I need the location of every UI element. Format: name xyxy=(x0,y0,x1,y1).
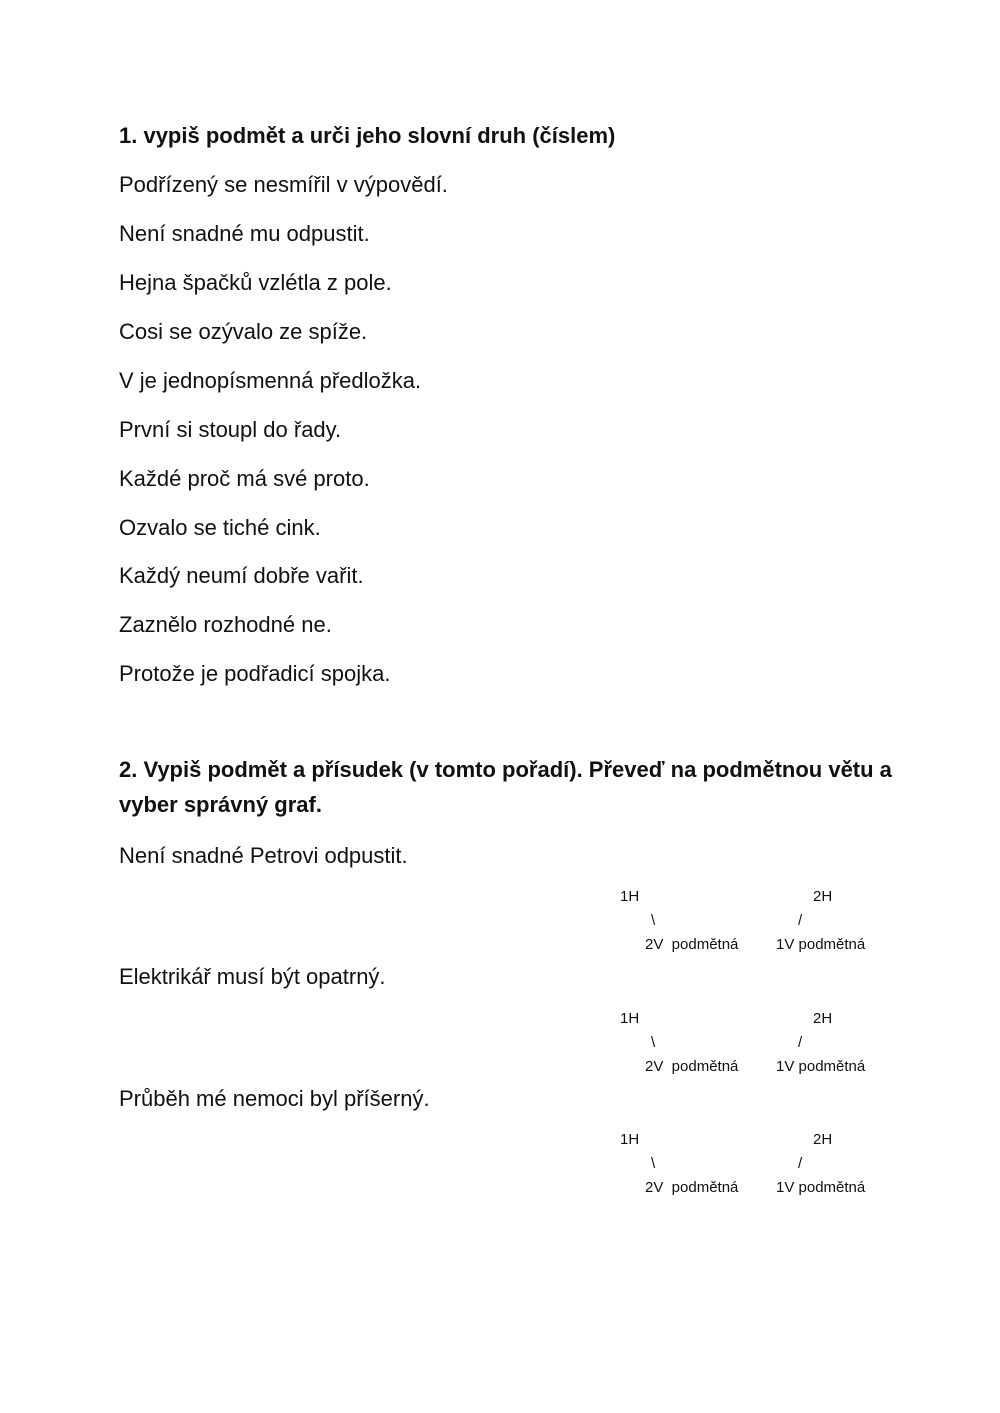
graph-right-connector: / xyxy=(798,1155,803,1172)
task2-sentence: Průběh mé nemoci byl příšerný. xyxy=(119,1086,430,1111)
graph-subject-clause-right: 1V podmětná xyxy=(776,936,866,953)
task1-sentence: Každý neumí dobře vařit. xyxy=(119,563,364,588)
graph-subject-clause-left: 2V podmětná xyxy=(645,1058,739,1075)
task1-sentence: Ozvalo se tiché cink. xyxy=(119,515,321,540)
graph-main-clause-1: 1H xyxy=(620,888,640,905)
graph-left-connector: \ xyxy=(651,912,656,929)
task1-sentence: Podřízený se nesmířil v výpovědí. xyxy=(119,172,448,197)
graph-subject-clause-left: 2V podmětná xyxy=(645,936,739,953)
task1-sentence: Každé proč má své proto. xyxy=(119,466,370,491)
task2-sentence: Elektrikář musí být opatrný. xyxy=(119,964,386,989)
task2-sentence: Není snadné Petrovi odpustit. xyxy=(119,843,408,868)
graph-right-connector: / xyxy=(798,912,803,929)
task1-sentence: První si stoupl do řady. xyxy=(119,417,342,442)
sentence-graph xyxy=(620,1131,900,1206)
graph-subject-clause-right: 1V podmětná xyxy=(776,1179,866,1196)
graph-main-clause-2: 2H xyxy=(813,1010,833,1027)
graph-main-clause-2: 2H xyxy=(813,1131,833,1148)
sentence-graph xyxy=(620,1010,900,1085)
task1-sentence: Zaznělo rozhodné ne. xyxy=(119,612,332,637)
graph-right-connector: / xyxy=(798,1034,803,1051)
task2-heading: 2. Vypiš podmět a přísudek (v tomto pořadí). Převeď na podmětnou větu a vyber správný graf. xyxy=(119,757,892,817)
task1-sentence: Hejna špačků vzlétla z pole. xyxy=(119,270,392,295)
graph-main-clause-1: 1H xyxy=(620,1010,640,1027)
sentence-graph xyxy=(620,888,900,963)
graph-main-clause-2: 2H xyxy=(813,888,833,905)
task1-sentence: Není snadné mu odpustit. xyxy=(119,221,370,246)
graph-main-clause-1: 1H xyxy=(620,1131,640,1148)
task1-sentence: V je jednopísmenná předložka. xyxy=(119,368,422,393)
task1-sentence: Cosi se ozývalo ze spíže. xyxy=(119,319,368,344)
graph-left-connector: \ xyxy=(651,1034,656,1051)
task1-sentence: Protože je podřadicí spojka. xyxy=(119,661,391,686)
task1-heading: 1. vypiš podmět a urči jeho slovní druh (číslem) xyxy=(119,123,616,148)
graph-subject-clause-left: 2V podmětná xyxy=(645,1179,739,1196)
graph-subject-clause-right: 1V podmětná xyxy=(776,1058,866,1075)
graph-left-connector: \ xyxy=(651,1155,656,1172)
